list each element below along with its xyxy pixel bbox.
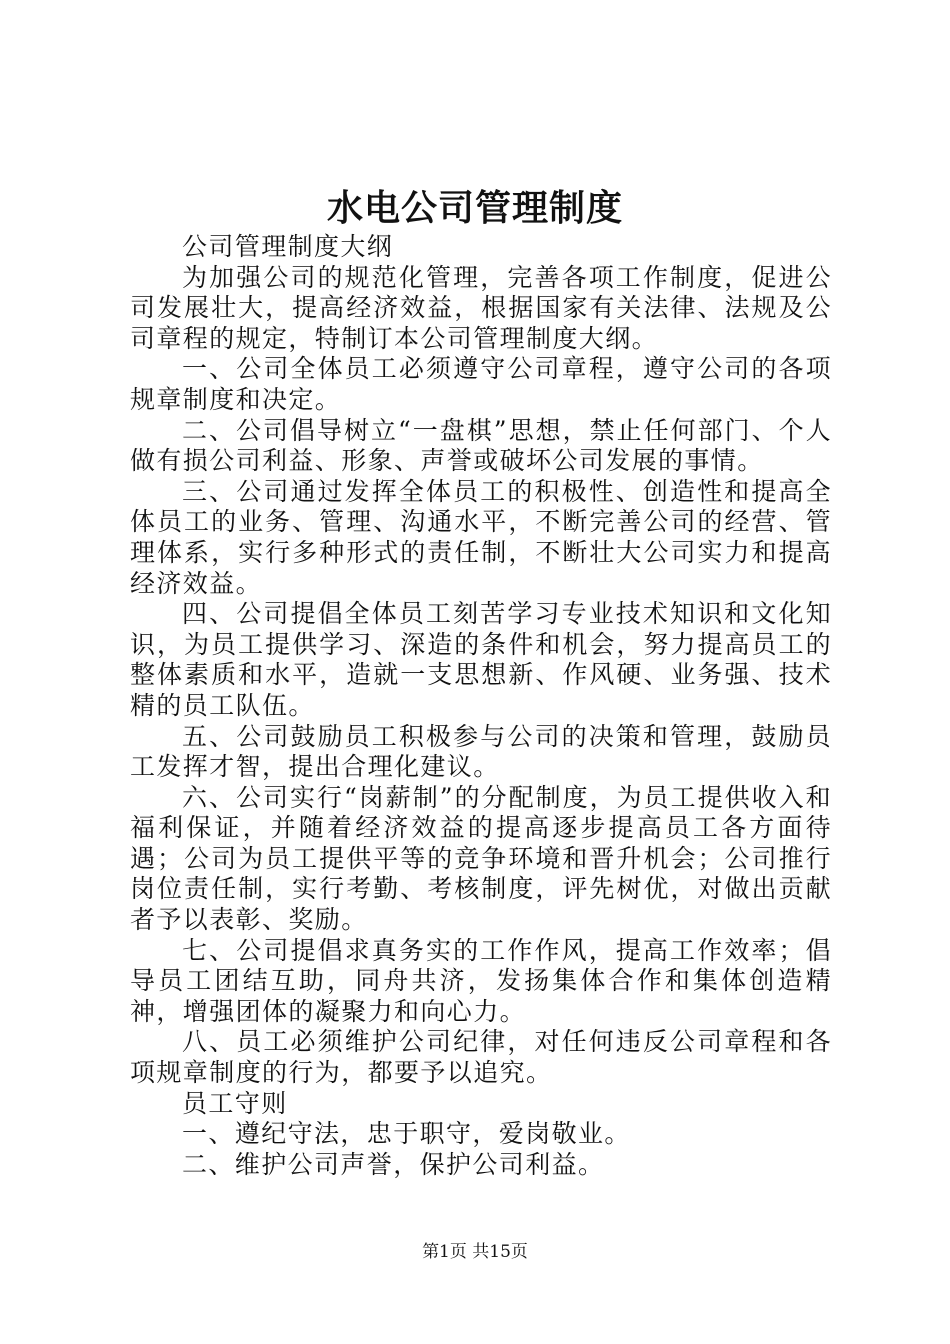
- paragraph: 二、公司倡导树立“一盘棋”思想，禁止任何部门、个人做有损公司利益、形象、声誉或破坏公司发展的事情。: [130, 415, 832, 476]
- paragraph: 八、员工必须维护公司纪律，对任何违反公司章程和各项规章制度的行为，都要予以追究。: [130, 1027, 832, 1088]
- page-number-footer: 第1页 共15页: [422, 1242, 528, 1262]
- section-heading: 员工守则: [182, 1088, 288, 1118]
- paragraph: 一、遵纪守法，忠于职守，爱岗敬业。: [182, 1119, 631, 1149]
- paragraph: 六、公司实行“岗薪制”的分配制度，为员工提供收入和福利保证，并随着经济效益的提高逐步提高员工各方面待遇；公司为员工提供平等的竞争环境和晋升机会；公司推行岗位责任制，实行考勤、考核制度，评先树优，对做出贡献者予以表彰、奖励。: [130, 782, 832, 935]
- paragraph: 四、公司提倡全体员工刻苦学习专业技术知识和文化知识，为员工提供学习、深造的条件和机会，努力提高员工的整体素质和水平，造就一支思想新、作风硬、业务强、技术精的员工队伍。: [130, 599, 832, 720]
- paragraph: 二、维护公司声誉，保护公司利益。: [182, 1149, 605, 1179]
- section-heading: 公司管理制度大纲: [182, 232, 394, 261]
- paragraph: 三、公司通过发挥全体员工的积极性、创造性和提高全体员工的业务、管理、沟通水平，不断完善公司的经营、管理体系，实行多种形式的责任制，不断壮大公司实力和提高经济效益。: [130, 476, 832, 598]
- paragraph: 为加强公司的规范化管理，完善各项工作制度，促进公司发展壮大，提高经济效益，根据国家有关法律、法规及公司章程的规定，特制订本公司管理制度大纲。: [130, 262, 832, 353]
- paragraph: 五、公司鼓励员工积极参与公司的决策和管理，鼓励员工发挥才智，提出合理化建议。: [130, 721, 832, 782]
- document-title: 水电公司管理制度: [326, 187, 623, 229]
- paragraph: 一、公司全体员工必须遵守公司章程，遵守公司的各项规章制度和决定。: [130, 354, 832, 414]
- document-body: [130, 232, 832, 1180]
- paragraph: 七、公司提倡求真务实的工作作风，提高工作效率；倡导员工团结互助，同舟共济，发扬集体合作和集体创造精神，增强团体的凝聚力和向心力。: [130, 935, 832, 1026]
